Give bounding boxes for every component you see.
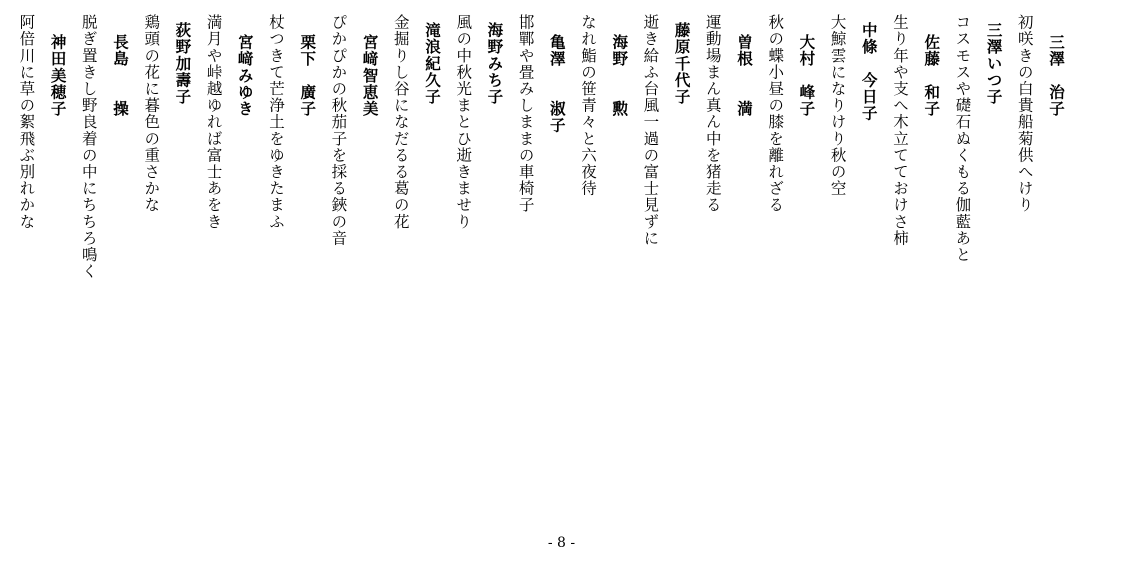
author-name: 亀澤 淑子 (547, 34, 567, 134)
haiku-text: 脱ぎ置きし野良着の中にちちろ鳴く (79, 14, 98, 280)
haiku-text: 風の中秋光まとひ逝きませり (454, 14, 473, 230)
haiku-text: 金掘りし谷になだるる葛の花 (391, 14, 410, 230)
author-name: 中條 今日子 (859, 22, 879, 122)
author-name: 滝浪紀久子 (423, 22, 442, 105)
haiku-text: 秋の蝶小昼の膝を離れざる (766, 14, 785, 214)
haiku-text: 大鯨雲になりけり秋の空 (828, 14, 847, 197)
haiku-text: 逝き給ふ台風一過の富士見ずに (641, 14, 660, 247)
author-name: 大村 峰子 (797, 34, 817, 117)
author-name: 栗下 廣子 (298, 34, 318, 117)
haiku-text: なれ鮨の笹青々と六夜待 (579, 14, 597, 197)
author-name: 宮﨑みゆき (235, 34, 255, 117)
haiku-text: 邯鄲や畳みしままの車椅子 (516, 14, 535, 214)
haiku-text: 鶏頭の花に暮色の重さかな (142, 14, 161, 214)
haiku-text: コスモスや礎石ぬくもる伽藍あと (953, 14, 972, 263)
author-name: 佐藤 和子 (922, 34, 942, 117)
page-number: - 8 - (547, 535, 576, 551)
author-name: 三澤いつ子 (984, 22, 1004, 105)
haiku-text: 生り年や支へ木立てておけさ柿 (891, 14, 909, 247)
haiku-text: 杖つきて芒浄土をゆきたまふ (267, 14, 285, 230)
author-name: 長島 操 (111, 34, 130, 117)
author-name: 荻野加壽子 (173, 22, 193, 105)
author-name: 曽根 満 (735, 34, 754, 117)
author-name: 神田美穂子 (48, 34, 68, 117)
haiku-text: 運動場まん真ん中を猪走る (703, 14, 722, 214)
haiku-text: 初咲きの白貴船菊供へけり (1015, 14, 1034, 214)
author-name: 三澤 治子 (1047, 34, 1066, 117)
haiku-text: 阿倍川に草の絮飛ぶ別れかな (17, 14, 36, 230)
author-name: 海野みち子 (485, 22, 505, 105)
author-name: 宮﨑智恵美 (360, 34, 380, 117)
author-name: 藤原千代子 (672, 22, 692, 105)
haiku-text: 満月や峠越ゆれば富士あをき (204, 14, 223, 230)
author-name: 海野 勲 (610, 34, 630, 117)
haiku-text: ぴかぴかの秋茄子を採る鋏の音 (329, 14, 348, 247)
